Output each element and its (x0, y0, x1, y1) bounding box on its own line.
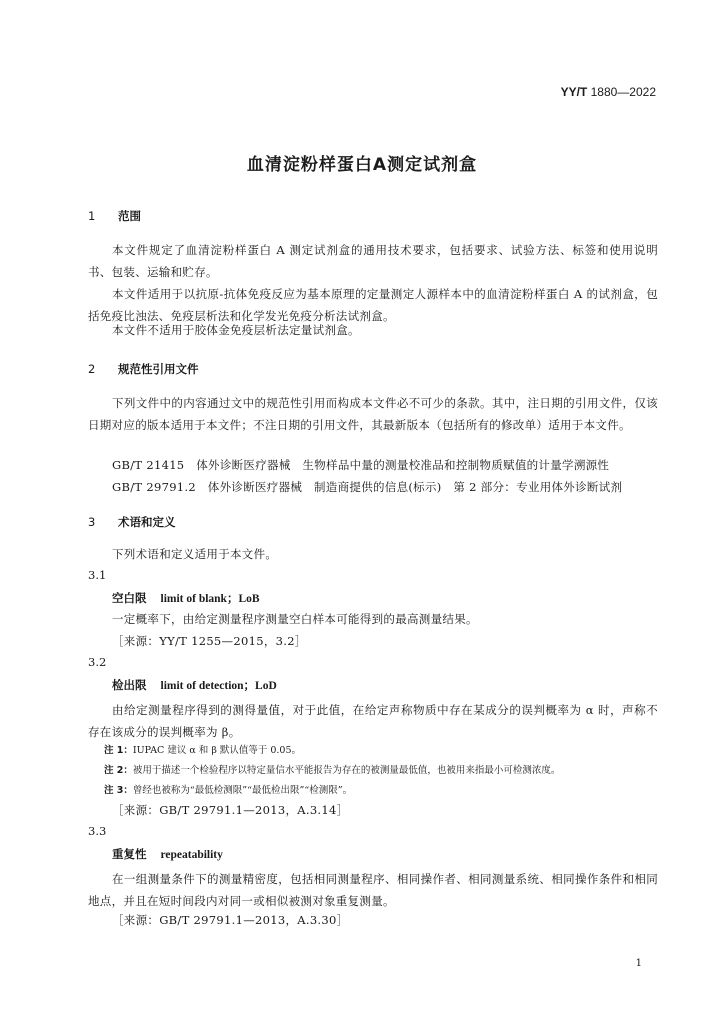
note-1-text: IUPAC 建议 α 和 β 默认值等于 0.05。 (132, 745, 302, 756)
term-3-3-number: 3.3 (88, 824, 107, 838)
term-3-3-definition: 在一组测量条件下的测量精密度，包括相同测量程序、相同操作者、相同测量系统、相同操作条件和相同地点，并且在短时间段内对同一或相似被测对象重复测量。 (88, 872, 658, 908)
section-1-number: 1 (88, 209, 96, 223)
term-3-2-number: 3.2 (88, 655, 107, 669)
term-3-2-source: ［来源：GB/T 29791.1—2013，A.3.14］ (112, 803, 349, 817)
term-3-3-en: repeatability (160, 849, 223, 861)
note-2-text: 被用于描述一个检验程序以特定量信水平能报告为存在的被测量最低值，也被用来指最小可检测浓度。 (132, 765, 561, 776)
reference-2: GB/T 29791.2 体外诊断医疗器械 制造商提供的信息(标示) 第 2 部分：专业用体外诊断试剂 (112, 480, 623, 494)
standard-code: 1880—2022 (590, 85, 656, 99)
section-1-heading (88, 208, 141, 224)
note-1 (104, 742, 301, 756)
section-3-title: 术语和定义 (118, 515, 176, 529)
standard-number (561, 85, 656, 99)
term-3-2-definition: 由给定测量程序得到的测得量值，对于此值，在给定声称物质中存在某成分的误判概率为 α 时，声称不存在该成分的误判概率为 β。 (88, 703, 658, 739)
term-3-1-en: limit of blank；LoB (160, 593, 260, 605)
note-2-label: 注 2： (104, 765, 133, 776)
section-1-title: 范围 (118, 209, 141, 223)
section-2-title: 规范性引用文件 (118, 362, 199, 376)
standard-prefix: YY/T (560, 85, 588, 99)
term-3-2-zh: 检出限 (112, 678, 147, 692)
term-3-3-zh: 重复性 (112, 847, 147, 861)
term-3-1-definition: 一定概率下，由给定测量程序测量空白样本可能得到的最高测量结果。 (112, 612, 478, 626)
term-3-3-source: ［来源：GB/T 29791.1—2013，A.3.30］ (112, 913, 349, 927)
section-1-paragraph-1: 本文件规定了血清淀粉样蛋白 A 测定试剂盒的通用技术要求，包括要求、试验方法、标签和使用说明书、包装、运输和贮存。 (88, 243, 658, 279)
section-2-heading (88, 361, 199, 377)
note-3-text: 曾经也被称为“最低检测限”“最低检出限”“检测限”。 (132, 785, 353, 796)
document-title: 血清淀粉样蛋白A测定试剂盒 (246, 155, 478, 175)
term-3-1-zh: 空白限 (112, 591, 147, 605)
section-3-number: 3 (88, 515, 96, 529)
note-3 (104, 782, 352, 796)
note-1-label: 注 1： (104, 745, 133, 756)
term-3-1-number: 3.1 (88, 568, 107, 582)
note-3-label: 注 3： (104, 785, 133, 796)
term-3-1 (112, 590, 260, 606)
page-number: 1 (635, 958, 642, 969)
section-2-paragraph: 下列文件中的内容通过文中的规范性引用而构成本文件必不可少的条款。其中，注日期的引用文件，仅该日期对应的版本适用于本文件；不注日期的引用文件，其最新版本（包括所有的修改单）适用于本文件。 (88, 396, 658, 432)
term-3-2-en: limit of detection；LoD (160, 680, 277, 692)
section-1-paragraph-2: 本文件适用于以抗原-抗体免疫反应为基本原理的定量测定人源样本中的血清淀粉样蛋白 A 的试剂盒，包括免疫比浊法、免疫层析法和化学发光免疫分析法试剂盒。 (88, 287, 658, 323)
section-3-intro: 下列术语和定义适用于本文件。 (112, 547, 278, 561)
reference-1: GB/T 21415 体外诊断医疗器械 生物样品中量的测量校准品和控制物质赋值的计量学溯源性 (112, 458, 610, 472)
section-2-number: 2 (88, 362, 96, 376)
note-2 (104, 762, 560, 776)
section-1-paragraph-3: 本文件不适用于胶体金免疫层析法定量试剂盒。 (112, 323, 360, 337)
term-3-1-source: ［来源：YY/T 1255—2015，3.2］ (112, 634, 307, 648)
section-3-heading (88, 514, 176, 530)
